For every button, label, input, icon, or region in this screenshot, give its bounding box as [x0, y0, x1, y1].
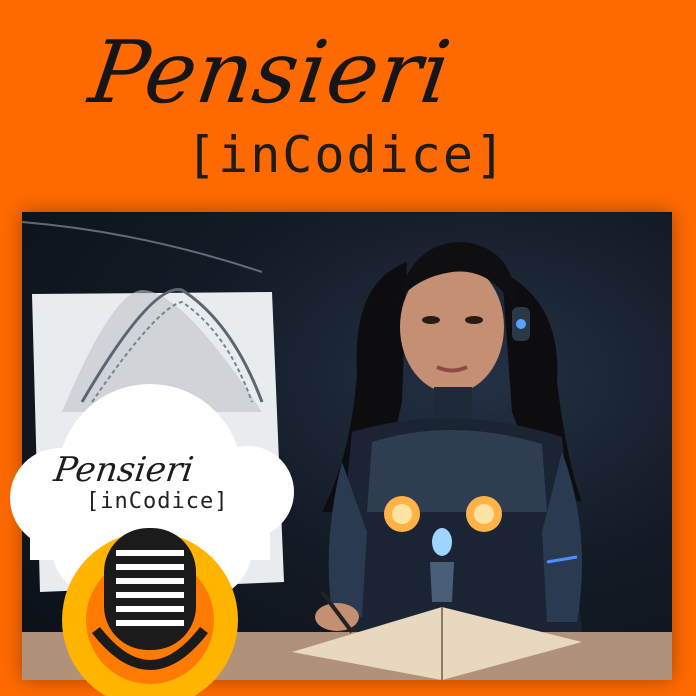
cover-title-code: [inCodice]: [186, 126, 508, 184]
badge-title-code: [inCodice]: [86, 489, 229, 514]
podcast-logo-badge: [0, 380, 300, 696]
badge-title-script: Pensieri: [51, 450, 197, 490]
cover-title-script: Pensieri: [83, 23, 458, 123]
